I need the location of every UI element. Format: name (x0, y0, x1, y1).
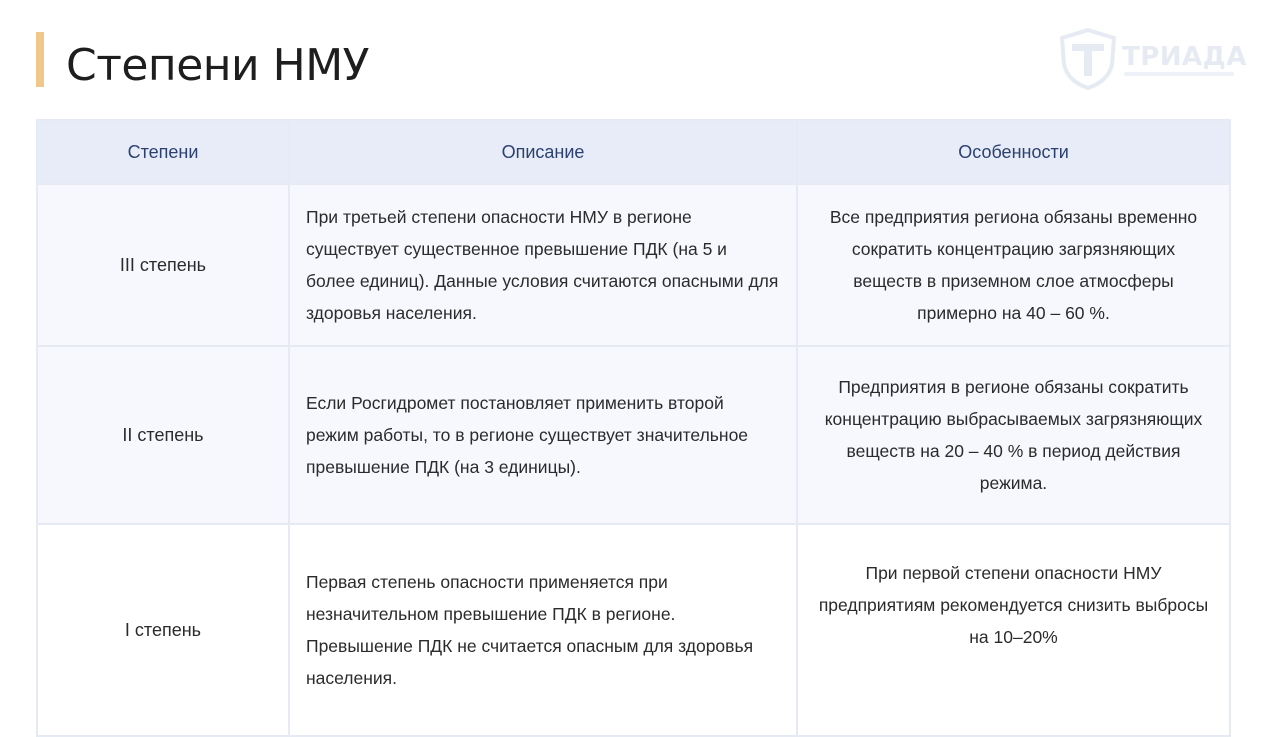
features-cell: Предприятия в регионе обязаны сократить концентрацию выбрасываемых загрязняющих веществ на 20 – 40 % в период действия режима. (797, 346, 1230, 524)
features-cell: Все предприятия региона обязаны временно сократить концентрацию загрязняющих веществ в приземном слое атмосферы примерно на 40 – 60 %. (797, 184, 1230, 346)
degree-cell: III степень (37, 184, 289, 346)
header-description: Описание (289, 120, 797, 184)
degree-cell: II степень (37, 346, 289, 524)
shield-t-icon (1058, 28, 1118, 90)
logo-tagline-bar (1124, 72, 1234, 76)
description-cell: При третьей степени опасности НМУ в регионе существует существенное превышение ПДК (на 5 и более единиц). Данные условия считаются опасными для здоровья населения. (289, 184, 797, 346)
page-title: Степени НМУ (66, 40, 369, 91)
table-row (37, 346, 1230, 524)
table-header-row (37, 120, 1230, 184)
table-row (37, 184, 1230, 346)
logo (1058, 28, 1247, 92)
description-cell: Если Росгидромет постановляет применить второй режим работы, то в регионе существует значительное превышение ПДК (на 3 единицы). (289, 346, 797, 524)
description-cell: Первая степень опасности применяется при незначительном превышение ПДК в регионе. Превышение ПДК не считается опасным для здоровья населения. (289, 524, 797, 736)
features-cell: При первой степени опасности НМУ предприятиям рекомендуется снизить выбросы на 10–20% (797, 524, 1230, 736)
header-features: Особенности (797, 120, 1230, 184)
header-degree: Степени (37, 120, 289, 184)
logo-name: ТРИАДА (1122, 42, 1247, 72)
table-row (37, 524, 1230, 736)
nmu-degrees-table (36, 119, 1231, 737)
degree-cell: I степень (37, 524, 289, 736)
title-accent-bar (36, 32, 44, 87)
